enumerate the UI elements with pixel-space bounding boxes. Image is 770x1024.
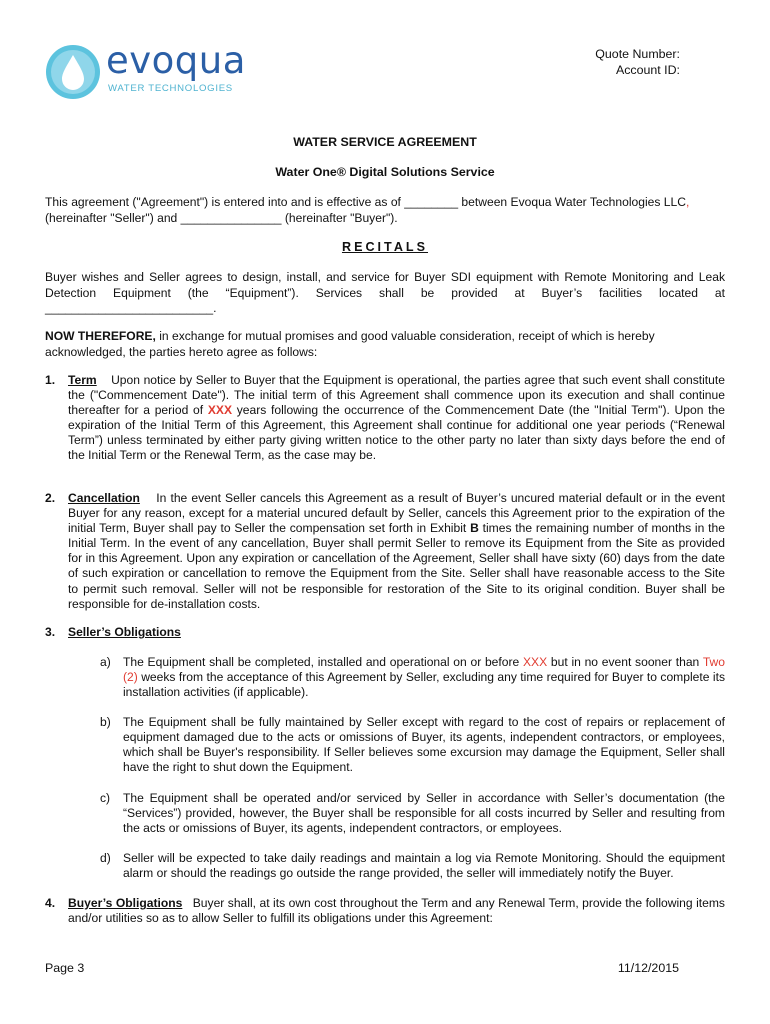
- company-logo: [44, 39, 246, 103]
- sub-item-c: [100, 791, 725, 836]
- recitals-paragraph: Buyer wishes and Seller agrees to design, install, and service for Buyer SDI equipment with Remote Monitoring and Leak Detection Equipment (the “Equipment”). Services shall be provided at Buyer’s facilities located at _________________________.: [45, 270, 725, 315]
- section-number: 1.: [45, 373, 56, 387]
- document-title: WATER SERVICE AGREEMENT: [293, 135, 477, 149]
- section-heading: Term: [68, 373, 97, 387]
- intro-text-b: (hereinafter "Seller") and _______________ (hereinafter "Buyer").: [45, 210, 398, 225]
- section-number: 3.: [45, 625, 56, 639]
- intro-paragraph: [45, 195, 725, 226]
- section-text: Upon notice by Seller to Buyer that the Equipment is operational, the parties agree that such event shall constitute the ("Commencement Date"). The initial term of this Agreement shall commence upon its execution and shall continue thereafter for a period of: [68, 373, 725, 418]
- section-buyer-obligations: [45, 896, 725, 926]
- sub-item-text: Seller will be expected to take daily readings and maintain a log via Remote Monitoring. Should the equipment alarm or should the readings go outside the range provided, the seller will immediately notify the Buyer.: [123, 851, 725, 881]
- recitals-heading: RECITALS: [341, 240, 429, 254]
- sub-item-d: [100, 851, 725, 881]
- highlight-placeholder: XXX: [522, 655, 548, 669]
- sub-item-label: a): [100, 655, 111, 669]
- section-heading: Seller’s Obligations: [68, 625, 181, 639]
- intro-text-a: This agreement ("Agreement") is entered into and is effective as of ________ between Evoqua Water Technologies LLC: [45, 195, 686, 209]
- logo-wordmark: evoqua: [106, 39, 246, 82]
- sub-item-label: c): [100, 791, 111, 805]
- document-subtitle: Water One® Digital Solutions Service: [275, 165, 495, 179]
- section-text: In the event Seller cancels this Agreement as a result of Buyer’s uncured material default or in the event Buyer for any reason, except for a material uncured default by Seller, cancels this Agreement prior to the expiration of the initial Term, Buyer shall pay to Seller the compensation set forth in Exhibit: [68, 491, 725, 536]
- now-therefore-bold: NOW THEREFORE,: [45, 329, 156, 343]
- sub-item-text: The Equipment shall be fully maintained by Seller except with regard to the cost of repairs or replacement of equipment damaged due to the acts or omissions of Buyer, its agents, independent contractors, or employees, which shall be Buyer's responsibility. If Seller believes some excursion may damage the Equipment, Seller shall have the right to shut down the Equipment.: [123, 715, 725, 775]
- section-text: years following the occurrence of the Commencement Date (the "Initial Term"). Upon the expiration of the Initial Term of this Agreement, this Agreement shall continue for additional one year periods (“Renewal Term”) unless terminated by either party giving written notice to the other party no later than sixty days before the end of the Initial Term or the Renewal Term, as the case may be.: [68, 403, 725, 463]
- sub-item-text: The Equipment shall be completed, installed and operational on or before: [123, 655, 520, 669]
- now-therefore-paragraph: [45, 329, 725, 360]
- quote-number-label: Quote Number:: [595, 47, 680, 61]
- intro-comma: ,: [685, 195, 690, 209]
- sub-item-a: [100, 655, 725, 700]
- section-number: 4.: [45, 896, 56, 910]
- sub-item-label: d): [100, 851, 111, 865]
- logo-tagline: WATER TECHNOLOGIES: [108, 83, 233, 94]
- section-text: times the remaining number of months in the Initial Term. In the event of any cancellation, Buyer shall permit Seller to remove its Equipment from the Site as provided for in this Agreement. Upon any expiration or cancellation of the Agreement, Seller shall have sixty (60) days from the date of such expiration or cancellation to remove the Equipment from the Site. Seller shall have reasonable access to the Site to permit such removal. Seller will not be responsible for restoration of the Site to its original condition. Buyer shall be responsible for de-installation costs.: [68, 521, 725, 611]
- section-term: [45, 373, 725, 464]
- exhibit-reference: B: [470, 521, 479, 536]
- sub-item-text: weeks from the acceptance of this Agreement by Seller, excluding any time required for Buyer to complete its installation activities (if applicable).: [123, 670, 725, 700]
- water-drop-icon: [44, 43, 102, 101]
- section-cancellation: [45, 491, 725, 612]
- section-seller-obligations: [45, 625, 725, 640]
- account-id-label: Account ID:: [615, 62, 680, 77]
- now-therefore-text: in exchange for mutual promises and good valuable consideration, receipt of which is hereby acknowledged, the parties hereto agree as follows:: [45, 329, 655, 359]
- highlight-duration: Two (2): [123, 655, 725, 685]
- section-text: Buyer shall, at its own cost throughout the Term and any Renewal Term, provide the following items and/or utilities so as to allow Seller to fulfill its obligations under this Agreement:: [68, 896, 725, 926]
- sub-item-b: [100, 715, 725, 775]
- sub-item-text: but in no event sooner than: [550, 655, 700, 669]
- section-number: 2.: [45, 491, 56, 505]
- sub-item-text: The Equipment shall be operated and/or serviced by Seller in accordance with Seller’s documentation (the “Services”) provided, however, the Buyer shall be responsible for all costs incurred by Seller and resulting from the acts or omissions of Buyer, its agents, independent contractors, or employees.: [123, 791, 725, 836]
- quote-info: [595, 47, 680, 78]
- page-number: Page 3: [45, 961, 85, 975]
- footer-date: 11/12/2015: [617, 961, 679, 975]
- highlight-placeholder: XXX: [207, 403, 233, 418]
- section-heading: Buyer’s Obligations: [68, 896, 183, 910]
- section-heading: Cancellation: [68, 491, 140, 505]
- sub-item-label: b): [100, 715, 111, 729]
